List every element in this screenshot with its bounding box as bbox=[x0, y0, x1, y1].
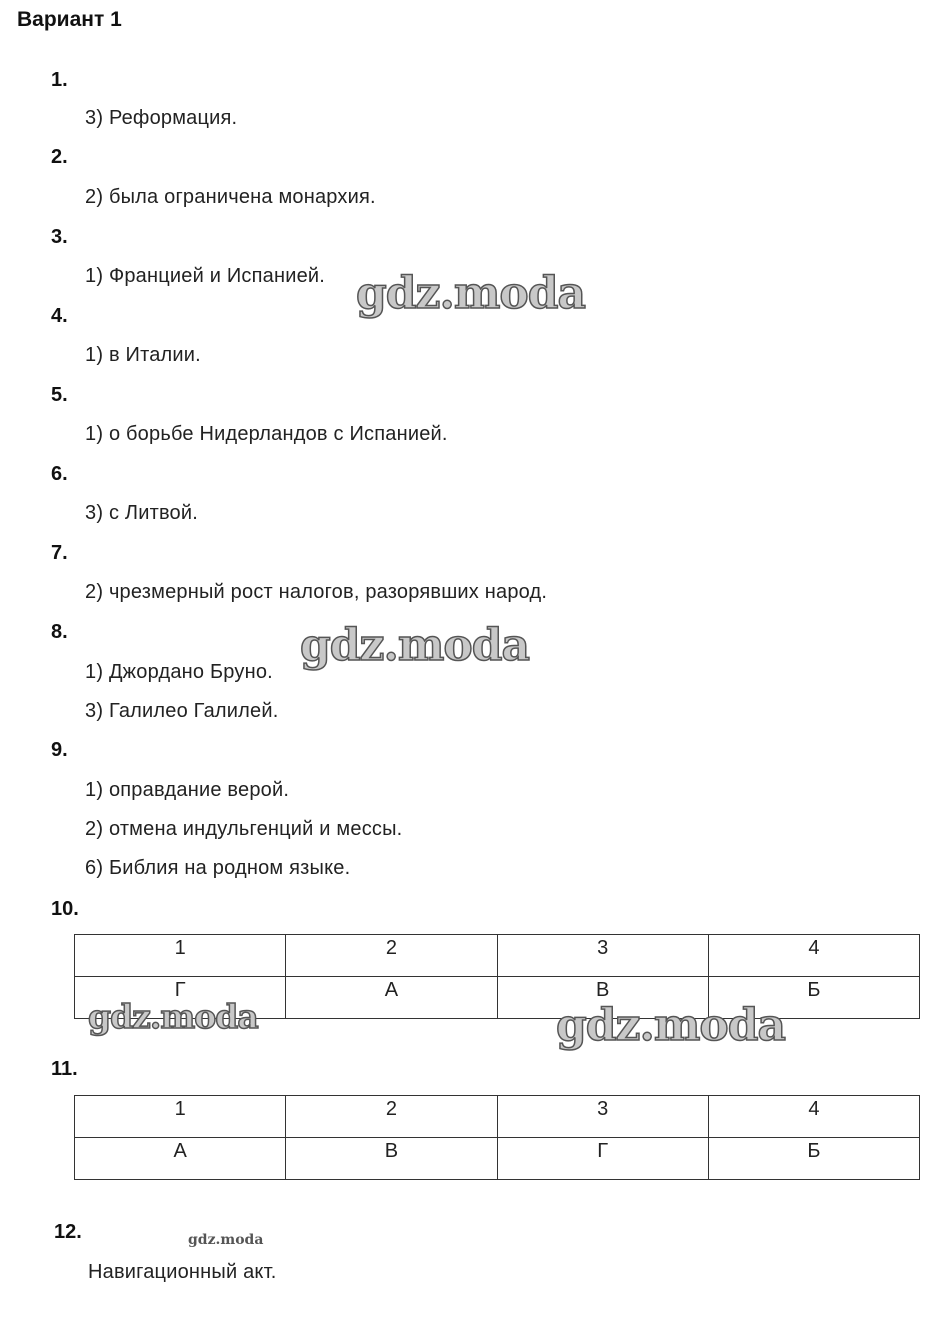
answer-3-1: 1) Францией и Испанией. bbox=[85, 265, 326, 287]
question-2-number: 2. bbox=[51, 146, 68, 168]
table-cell: Г bbox=[497, 1138, 708, 1180]
table-cell: 3 bbox=[497, 935, 708, 977]
watermark: gdz.moda bbox=[300, 620, 530, 671]
table-cell: В bbox=[497, 977, 708, 1019]
question-9-number: 9. bbox=[51, 739, 68, 761]
table-row bbox=[75, 1138, 920, 1180]
watermark: gdz.moda bbox=[88, 997, 258, 1036]
answer-9-3: 6) Библия на родном языке. bbox=[85, 857, 351, 879]
watermark: gdz.moda bbox=[188, 1232, 264, 1248]
question-7-number: 7. bbox=[51, 542, 68, 564]
answer-12-1: Навигационный акт. bbox=[88, 1261, 277, 1283]
question-11-number: 11. bbox=[51, 1058, 78, 1080]
answer-7-1: 2) чрезмерный рост налогов, разорявших народ. bbox=[85, 581, 548, 603]
answer-2-1: 2) была ограничена монархия. bbox=[85, 186, 376, 208]
answer-4-1: 1) в Италии. bbox=[85, 344, 201, 366]
table-header-row bbox=[75, 1096, 920, 1138]
question-12-number: 12. bbox=[54, 1221, 82, 1243]
answer-8-1: 1) Джордано Бруно. bbox=[85, 661, 273, 683]
table-cell: 4 bbox=[708, 935, 919, 977]
table-cell: Б bbox=[708, 977, 919, 1019]
question-5-number: 5. bbox=[51, 384, 68, 406]
table-cell: А bbox=[286, 977, 497, 1019]
table-header-row bbox=[75, 935, 920, 977]
table-cell: 1 bbox=[75, 1096, 286, 1138]
page-title: Вариант 1 bbox=[17, 8, 122, 31]
table-cell: 3 bbox=[497, 1096, 708, 1138]
answer-9-2: 2) отмена индульгенций и мессы. bbox=[85, 818, 403, 840]
answer-9-1: 1) оправдание верой. bbox=[85, 779, 290, 801]
table-cell: 2 bbox=[286, 1096, 497, 1138]
table-cell: А bbox=[75, 1138, 286, 1180]
question-8-number: 8. bbox=[51, 621, 68, 643]
question-4-number: 4. bbox=[51, 305, 68, 327]
table-cell: 2 bbox=[286, 935, 497, 977]
table-cell: В bbox=[286, 1138, 497, 1180]
answer-8-2: 3) Галилео Галилей. bbox=[85, 700, 279, 722]
answer-6-1: 3) с Литвой. bbox=[85, 502, 199, 524]
question-10-number: 10. bbox=[51, 898, 79, 920]
table-cell: Г bbox=[75, 977, 286, 1019]
answer-1-1: 3) Реформация. bbox=[85, 107, 238, 129]
watermark: gdz.moda bbox=[356, 268, 586, 319]
matching-table-11 bbox=[74, 1095, 920, 1180]
answer-5-1: 1) о борьбе Нидерландов с Испанией. bbox=[85, 423, 448, 445]
watermark: gdz.moda bbox=[556, 1000, 786, 1051]
table-cell: 1 bbox=[75, 935, 286, 977]
question-1-number: 1. bbox=[51, 69, 68, 91]
table-cell: 4 bbox=[708, 1096, 919, 1138]
question-3-number: 3. bbox=[51, 226, 68, 248]
question-6-number: 6. bbox=[51, 463, 68, 485]
table-cell: Б bbox=[708, 1138, 919, 1180]
